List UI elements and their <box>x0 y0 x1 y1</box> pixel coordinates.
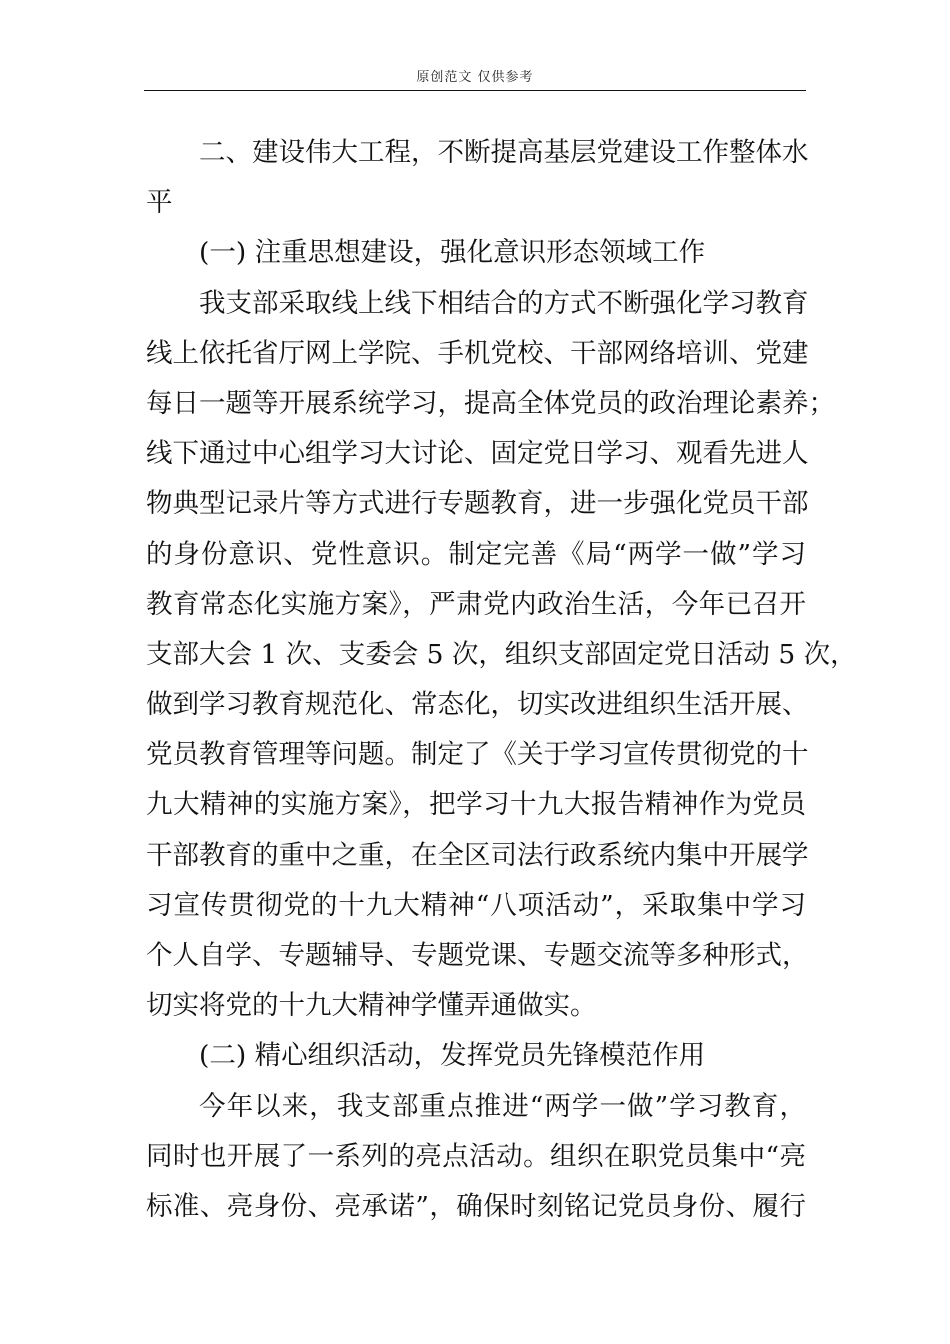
text-line: 线上依托省厅网上学院、手机党校、干部网络培训、党建 <box>146 337 809 369</box>
text-line: 我支部采取线上线下相结合的方式不断强化学习教育 <box>199 287 809 319</box>
text-line: 标准、亮身份、亮承诺”，确保时刻铭记党员身份、履行 <box>146 1190 806 1222</box>
text-line: 同时也开展了一系列的亮点活动。组织在职党员集中“亮 <box>146 1140 806 1172</box>
text-line: 切实将党的十九大精神学懂弄通做实。 <box>146 990 597 1022</box>
text-line: 教育常态化实施方案》，严肃党内政治生活，今年已召开 <box>146 588 806 620</box>
text-line: 物典型记录片等方式进行专题教育，进一步强化党员干部 <box>146 488 809 520</box>
text-line: 二、建设伟大工程，不断提高基层党建设工作整体水 <box>199 137 809 168</box>
text-line: 做到学习教育规范化、常态化，切实改进组织生活开展、 <box>146 689 809 721</box>
text-line: 支部大会 1 次、支委会 5 次，组织支部固定党日活动 5 次， <box>146 638 857 670</box>
text-line: 每日一题等开展系统学习，提高全体党员的政治理论素养； <box>146 387 835 419</box>
text-line: 习宣传贯彻党的十九大精神“八项活动”，采取集中学习 <box>146 889 806 921</box>
header-text: 原创范文 仅供参考 <box>416 70 534 85</box>
text-line: 党员教育管理等问题。制定了《关于学习宣传贯彻党的十 <box>146 739 809 771</box>
text-line: (二) 精心组织活动，发挥党员先锋模范作用 <box>199 1040 706 1072</box>
text-line: 今年以来，我支部重点推进“两学一做”学习教育， <box>199 1090 806 1122</box>
text-line: 线下通过中心组学习大讨论、固定党日学习、观看先进人 <box>146 438 809 470</box>
text-line: 个人自学、专题辅导、专题党课、专题交流等多种形式， <box>146 940 809 971</box>
text-line: 的身份意识、党性意识。制定完善《局“两学一做”学习 <box>146 538 806 570</box>
text-line: 干部教育的重中之重，在全区司法行政系统内集中开展学 <box>146 839 809 871</box>
page-header <box>144 66 806 91</box>
text-line: (一) 注重思想建设，强化意识形态领域工作 <box>199 237 706 269</box>
text-line: 九大精神的实施方案》，把学习十九大报告精神作为党员 <box>146 789 806 821</box>
text-line: 平 <box>146 187 173 219</box>
document-body <box>146 128 857 1232</box>
